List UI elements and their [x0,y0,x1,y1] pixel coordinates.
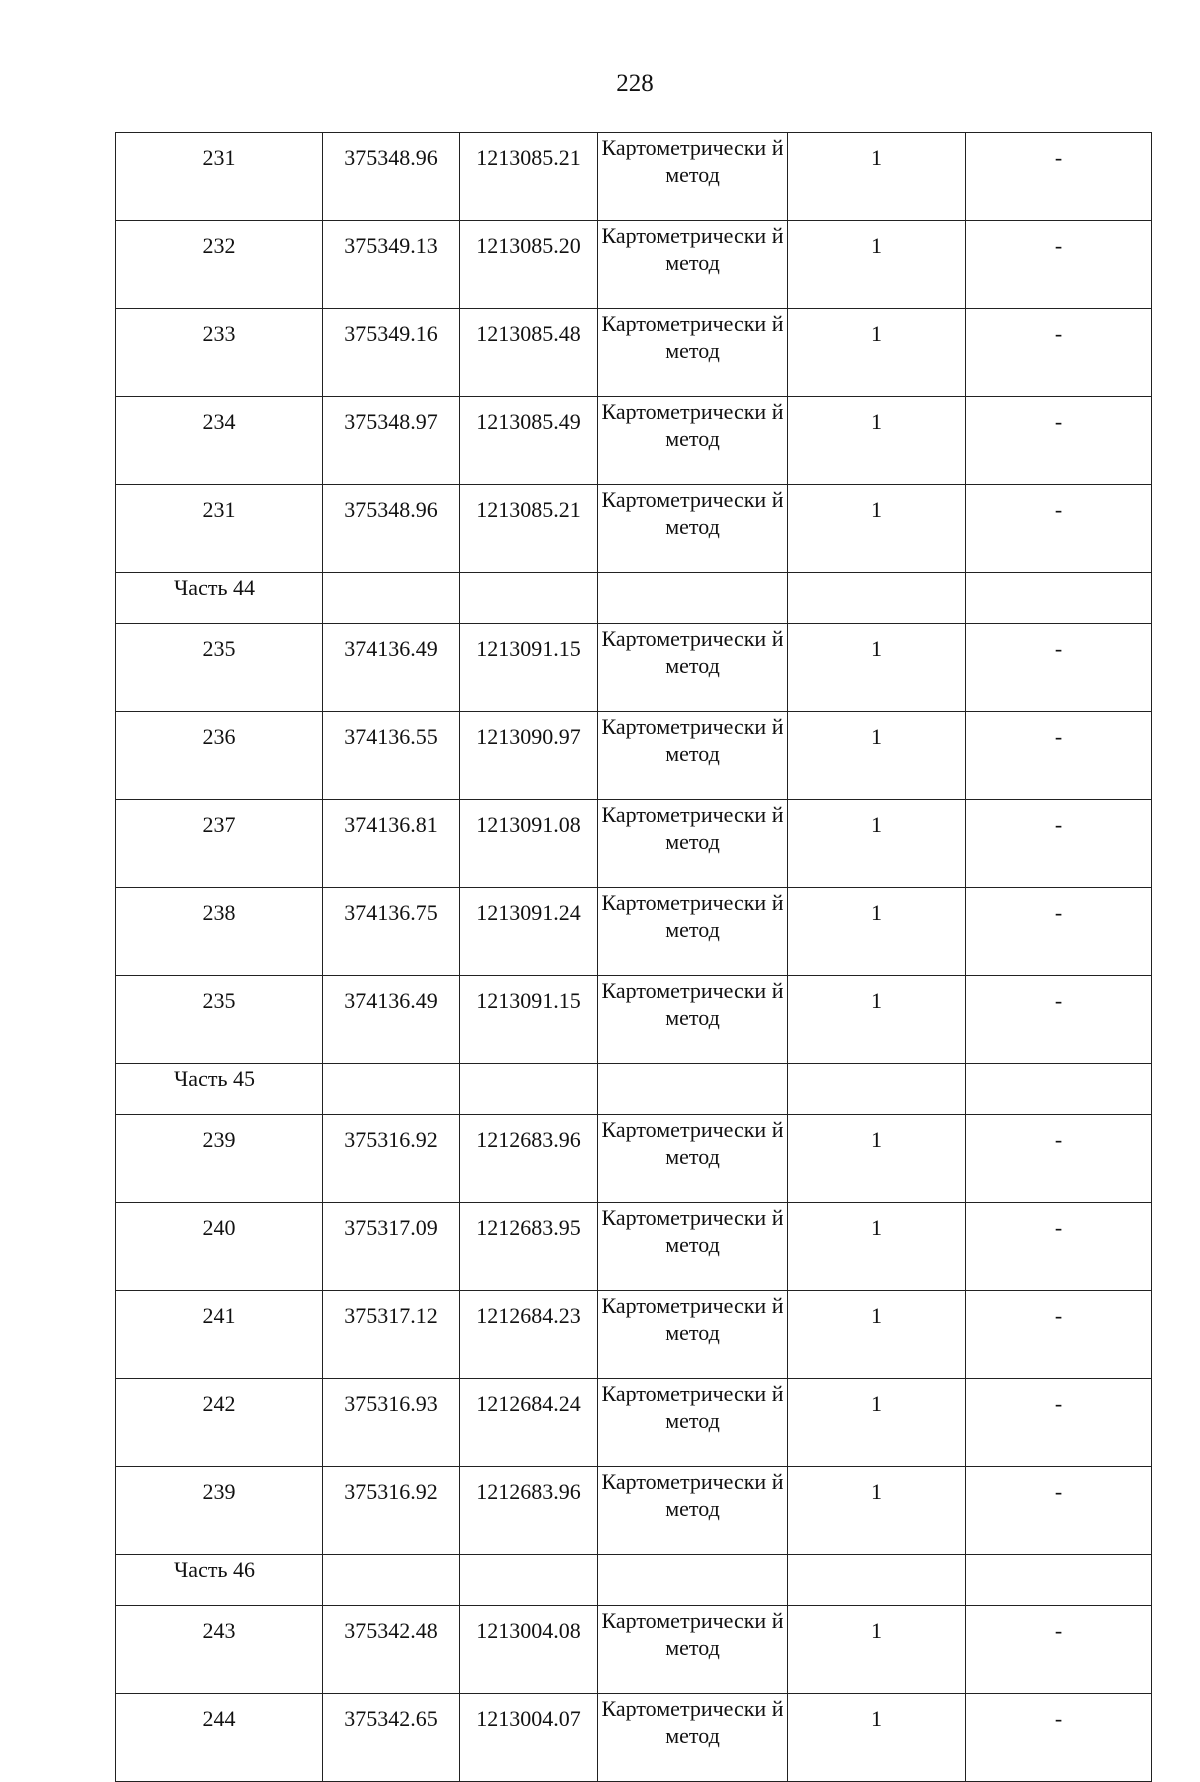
table-row [116,888,1152,976]
note-cell: - [966,1203,1152,1291]
y-coordinate-cell: 1212683.95 [460,1203,598,1291]
accuracy-cell: 1 [788,485,966,573]
y-coordinate-cell: 1213004.07 [460,1694,598,1782]
note-cell: - [966,221,1152,309]
empty-cell [598,573,788,624]
table-row [116,485,1152,573]
method-cell: Картометрически й метод [598,712,788,800]
empty-cell [460,1555,598,1606]
method-cell: Картометрически й метод [598,1694,788,1782]
table-row [116,133,1152,221]
method-cell: Картометрически й метод [598,133,788,221]
table-row [116,309,1152,397]
y-coordinate-cell: 1213085.21 [460,485,598,573]
note-cell: - [966,485,1152,573]
coordinates-table [115,132,1152,1782]
point-number-cell: 233 [116,309,323,397]
x-coordinate-cell: 375316.92 [323,1115,460,1203]
accuracy-cell: 1 [788,133,966,221]
accuracy-cell: 1 [788,1203,966,1291]
x-coordinate-cell: 375349.13 [323,221,460,309]
part-header-row [116,1064,1152,1115]
point-number-cell: 235 [116,976,323,1064]
point-number-cell: 237 [116,800,323,888]
accuracy-cell: 1 [788,712,966,800]
note-cell: - [966,1467,1152,1555]
point-number-cell: 239 [116,1467,323,1555]
point-number-cell: 235 [116,624,323,712]
accuracy-cell: 1 [788,800,966,888]
table-row [116,1606,1152,1694]
note-cell: - [966,1694,1152,1782]
part-label: Часть 44 [116,573,323,624]
empty-cell [323,573,460,624]
method-cell: Картометрически й метод [598,221,788,309]
method-cell: Картометрически й метод [598,397,788,485]
empty-cell [460,573,598,624]
accuracy-cell: 1 [788,1379,966,1467]
table-row [116,712,1152,800]
table-row [116,1467,1152,1555]
point-number-cell: 243 [116,1606,323,1694]
accuracy-cell: 1 [788,221,966,309]
empty-cell [598,1555,788,1606]
method-cell: Картометрически й метод [598,800,788,888]
y-coordinate-cell: 1213085.48 [460,309,598,397]
method-cell: Картометрически й метод [598,1291,788,1379]
y-coordinate-cell: 1213085.21 [460,133,598,221]
table-row [116,1694,1152,1782]
part-header-row [116,573,1152,624]
method-cell: Картометрически й метод [598,1606,788,1694]
point-number-cell: 231 [116,133,323,221]
note-cell: - [966,1291,1152,1379]
point-number-cell: 234 [116,397,323,485]
y-coordinate-cell: 1212684.24 [460,1379,598,1467]
point-number-cell: 242 [116,1379,323,1467]
note-cell: - [966,800,1152,888]
table-row [116,1291,1152,1379]
x-coordinate-cell: 375317.12 [323,1291,460,1379]
note-cell: - [966,1115,1152,1203]
point-number-cell: 244 [116,1694,323,1782]
table-row [116,1203,1152,1291]
empty-cell [788,1064,966,1115]
accuracy-cell: 1 [788,624,966,712]
point-number-cell: 236 [116,712,323,800]
x-coordinate-cell: 374136.49 [323,976,460,1064]
method-cell: Картометрически й метод [598,624,788,712]
part-label: Часть 45 [116,1064,323,1115]
note-cell: - [966,712,1152,800]
method-cell: Картометрически й метод [598,888,788,976]
x-coordinate-cell: 374136.81 [323,800,460,888]
x-coordinate-cell: 375316.92 [323,1467,460,1555]
y-coordinate-cell: 1212683.96 [460,1115,598,1203]
note-cell: - [966,888,1152,976]
x-coordinate-cell: 375349.16 [323,309,460,397]
note-cell: - [966,309,1152,397]
empty-cell [598,1064,788,1115]
accuracy-cell: 1 [788,1467,966,1555]
part-label: Часть 46 [116,1555,323,1606]
method-cell: Картометрически й метод [598,1203,788,1291]
part-header-row [116,1555,1152,1606]
x-coordinate-cell: 375348.96 [323,133,460,221]
empty-cell [788,1555,966,1606]
x-coordinate-cell: 375342.65 [323,1694,460,1782]
x-coordinate-cell: 375348.97 [323,397,460,485]
point-number-cell: 240 [116,1203,323,1291]
method-cell: Картометрически й метод [598,309,788,397]
accuracy-cell: 1 [788,1694,966,1782]
y-coordinate-cell: 1213090.97 [460,712,598,800]
point-number-cell: 232 [116,221,323,309]
y-coordinate-cell: 1212683.96 [460,1467,598,1555]
x-coordinate-cell: 374136.49 [323,624,460,712]
method-cell: Картометрически й метод [598,1379,788,1467]
empty-cell [966,573,1152,624]
empty-cell [966,1555,1152,1606]
table-row [116,800,1152,888]
method-cell: Картометрически й метод [598,1115,788,1203]
accuracy-cell: 1 [788,888,966,976]
y-coordinate-cell: 1213091.24 [460,888,598,976]
y-coordinate-cell: 1213091.15 [460,976,598,1064]
empty-cell [966,1064,1152,1115]
coordinates-table-body [116,133,1152,1782]
table-row [116,624,1152,712]
y-coordinate-cell: 1213085.20 [460,221,598,309]
y-coordinate-cell: 1212684.23 [460,1291,598,1379]
x-coordinate-cell: 375342.48 [323,1606,460,1694]
note-cell: - [966,624,1152,712]
table-row [116,976,1152,1064]
method-cell: Картометрически й метод [598,485,788,573]
table-row [116,1115,1152,1203]
y-coordinate-cell: 1213004.08 [460,1606,598,1694]
empty-cell [788,573,966,624]
x-coordinate-cell: 375316.93 [323,1379,460,1467]
y-coordinate-cell: 1213085.49 [460,397,598,485]
accuracy-cell: 1 [788,1291,966,1379]
accuracy-cell: 1 [788,397,966,485]
note-cell: - [966,1606,1152,1694]
method-cell: Картометрически й метод [598,1467,788,1555]
note-cell: - [966,1379,1152,1467]
x-coordinate-cell: 374136.75 [323,888,460,976]
table-row [116,221,1152,309]
point-number-cell: 239 [116,1115,323,1203]
note-cell: - [966,133,1152,221]
accuracy-cell: 1 [788,976,966,1064]
table-row [116,397,1152,485]
y-coordinate-cell: 1213091.08 [460,800,598,888]
empty-cell [323,1555,460,1606]
point-number-cell: 241 [116,1291,323,1379]
note-cell: - [966,976,1152,1064]
accuracy-cell: 1 [788,1606,966,1694]
point-number-cell: 238 [116,888,323,976]
empty-cell [323,1064,460,1115]
x-coordinate-cell: 375348.96 [323,485,460,573]
table-row [116,1379,1152,1467]
y-coordinate-cell: 1213091.15 [460,624,598,712]
note-cell: - [966,397,1152,485]
method-cell: Картометрически й метод [598,976,788,1064]
x-coordinate-cell: 375317.09 [323,1203,460,1291]
point-number-cell: 231 [116,485,323,573]
accuracy-cell: 1 [788,309,966,397]
empty-cell [460,1064,598,1115]
page-number: 228 [616,70,654,97]
x-coordinate-cell: 374136.55 [323,712,460,800]
accuracy-cell: 1 [788,1115,966,1203]
